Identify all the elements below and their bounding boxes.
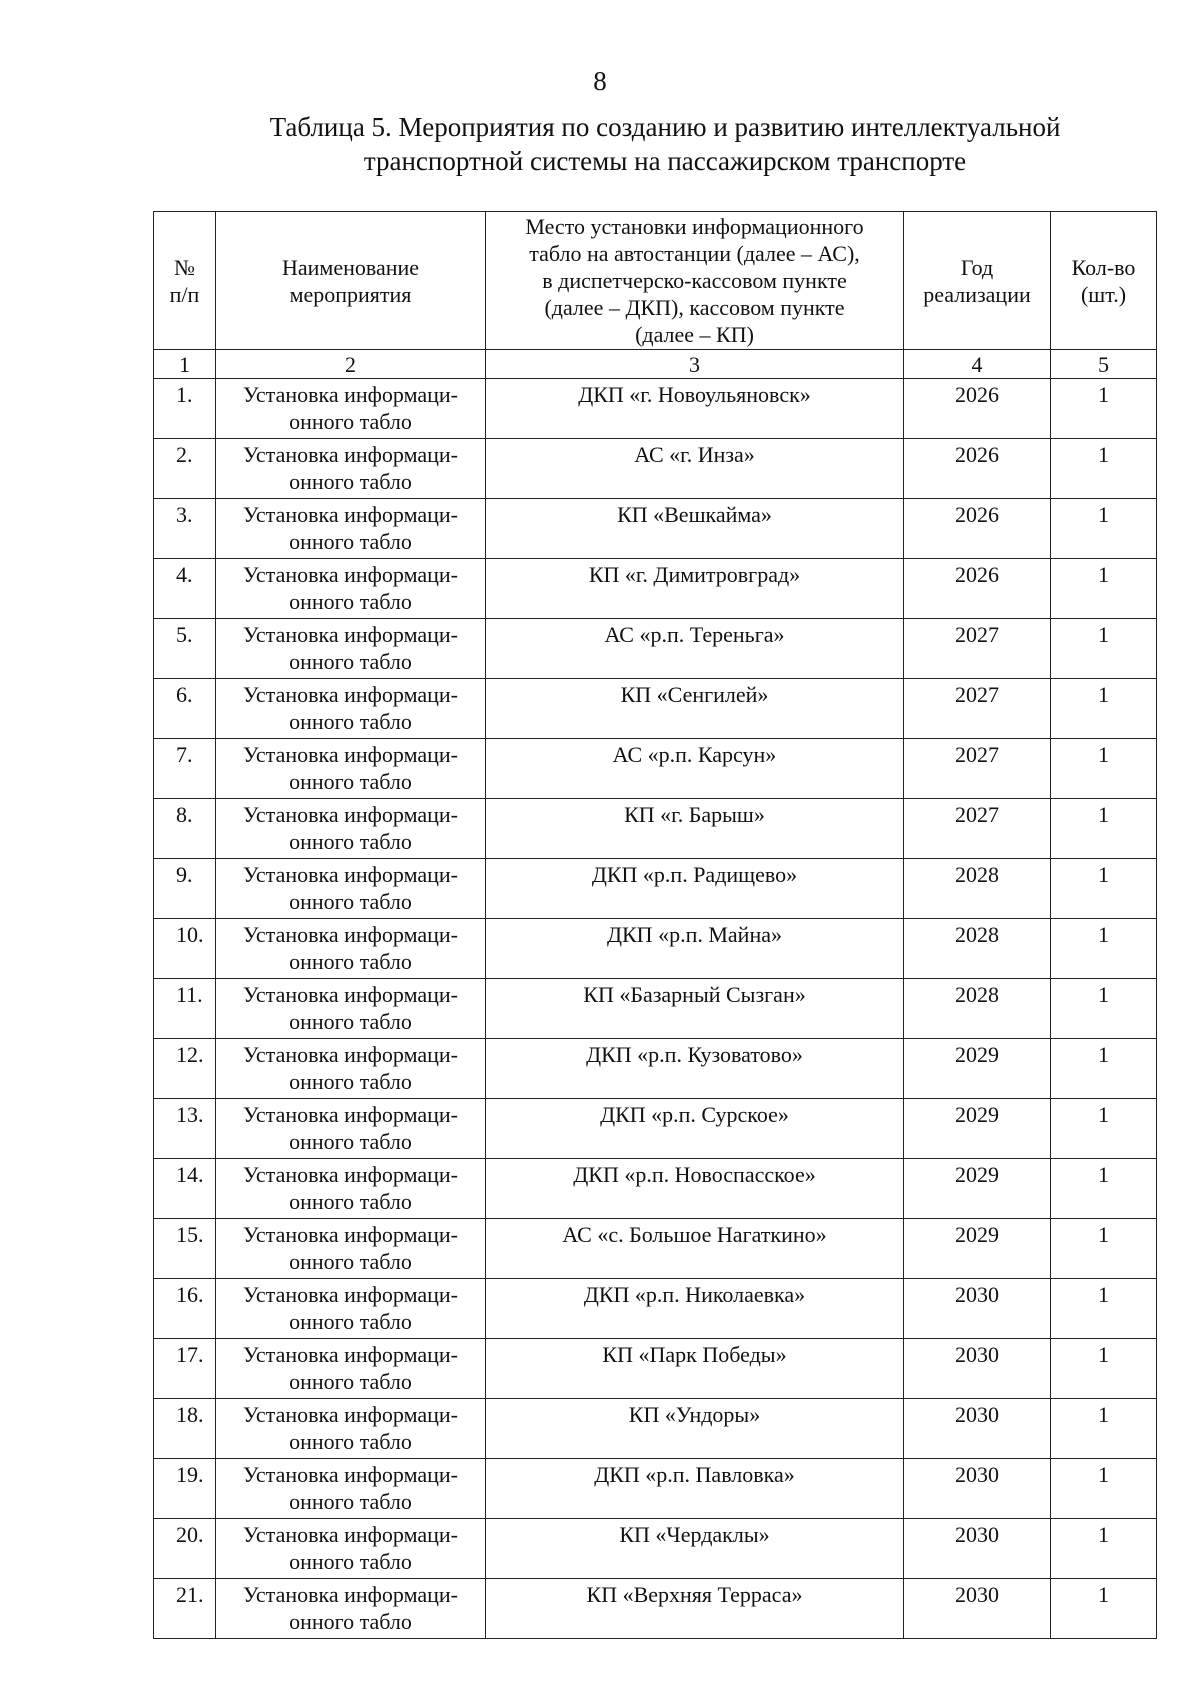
row-event-name-line-2: онного табло bbox=[289, 529, 412, 554]
row-qty: 1 bbox=[1051, 679, 1157, 739]
row-event-name bbox=[216, 1519, 486, 1579]
header-num bbox=[154, 212, 216, 350]
row-number: 1. bbox=[154, 379, 216, 439]
header-num-line-1: № bbox=[174, 254, 195, 280]
row-year: 2030 bbox=[904, 1459, 1051, 1519]
row-event-name-line-2: онного табло bbox=[289, 1009, 412, 1034]
table-row bbox=[154, 1579, 1157, 1639]
row-qty: 1 bbox=[1051, 1339, 1157, 1399]
row-place: ДКП «р.п. Радищево» bbox=[486, 859, 904, 919]
row-place: ДКП «г. Новоульяновск» bbox=[486, 379, 904, 439]
caption-line-1: Таблица 5. Мероприятия по созданию и развитию интеллектуальной bbox=[269, 112, 1061, 142]
row-year: 2028 bbox=[904, 919, 1051, 979]
table-row bbox=[154, 799, 1157, 859]
row-year: 2028 bbox=[904, 859, 1051, 919]
table-row bbox=[154, 1219, 1157, 1279]
header-year bbox=[904, 212, 1051, 350]
header-qty bbox=[1051, 212, 1157, 350]
table-row bbox=[154, 1519, 1157, 1579]
table-header-row bbox=[154, 212, 1157, 350]
row-place: КП «Ундоры» bbox=[486, 1399, 904, 1459]
row-event-name bbox=[216, 379, 486, 439]
row-event-name-line-1: Установка информаци- bbox=[242, 1102, 458, 1127]
row-event-name-line-2: онного табло bbox=[289, 1129, 412, 1154]
row-event-name bbox=[216, 439, 486, 499]
row-event-name bbox=[216, 1219, 486, 1279]
row-qty: 1 bbox=[1051, 1099, 1157, 1159]
row-qty: 1 bbox=[1051, 1399, 1157, 1459]
row-number: 15. bbox=[154, 1219, 216, 1279]
header-qty-line-2: (шт.) bbox=[1080, 281, 1127, 307]
table-row bbox=[154, 439, 1157, 499]
row-event-name bbox=[216, 1159, 486, 1219]
row-place: КП «Чердаклы» bbox=[486, 1519, 904, 1579]
row-year: 2030 bbox=[904, 1519, 1051, 1579]
row-event-name-line-1: Установка информаци- bbox=[242, 1162, 458, 1187]
header-place-line: Место установки информационного bbox=[525, 214, 864, 239]
row-place: АС «р.п. Карсун» bbox=[486, 739, 904, 799]
row-place: КП «Вешкайма» bbox=[486, 499, 904, 559]
row-number: 18. bbox=[154, 1399, 216, 1459]
row-number: 10. bbox=[154, 919, 216, 979]
row-event-name-line-1: Установка информаци- bbox=[242, 862, 458, 887]
table-row bbox=[154, 499, 1157, 559]
row-event-name-line-1: Установка информаци- bbox=[242, 442, 458, 467]
row-qty: 1 bbox=[1051, 919, 1157, 979]
table-body bbox=[154, 379, 1157, 1639]
row-event-name-line-1: Установка информаци- bbox=[242, 1282, 458, 1307]
row-event-name-line-2: онного табло bbox=[289, 769, 412, 794]
header-place-line: (далее – ДКП), кассовом пункте bbox=[544, 295, 845, 320]
header-qty-line-1: Кол-во bbox=[1071, 254, 1136, 280]
row-number: 7. bbox=[154, 739, 216, 799]
row-number: 3. bbox=[154, 499, 216, 559]
table-row bbox=[154, 379, 1157, 439]
row-event-name-line-1: Установка информаци- bbox=[242, 622, 458, 647]
row-number: 21. bbox=[154, 1579, 216, 1639]
table-row bbox=[154, 1099, 1157, 1159]
header-place-line: табло на автостанции (далее – АС), bbox=[529, 241, 860, 266]
row-number: 14. bbox=[154, 1159, 216, 1219]
row-qty: 1 bbox=[1051, 1579, 1157, 1639]
table-row bbox=[154, 1039, 1157, 1099]
row-event-name-line-2: онного табло bbox=[289, 1309, 412, 1334]
row-place: ДКП «р.п. Сурское» bbox=[486, 1099, 904, 1159]
row-place: КП «Парк Победы» bbox=[486, 1339, 904, 1399]
row-year: 2027 bbox=[904, 739, 1051, 799]
column-number: 5 bbox=[1051, 350, 1157, 379]
row-qty: 1 bbox=[1051, 1159, 1157, 1219]
row-event-name-line-2: онного табло bbox=[289, 949, 412, 974]
header-year-line-2: реализации bbox=[923, 281, 1031, 307]
page-number: 8 bbox=[593, 66, 607, 96]
row-qty: 1 bbox=[1051, 1219, 1157, 1279]
row-qty: 1 bbox=[1051, 799, 1157, 859]
row-event-name-line-1: Установка информаци- bbox=[242, 682, 458, 707]
table-row bbox=[154, 739, 1157, 799]
row-place: ДКП «р.п. Новоспасское» bbox=[486, 1159, 904, 1219]
row-event-name bbox=[216, 1039, 486, 1099]
row-event-name-line-2: онного табло bbox=[289, 409, 412, 434]
header-place bbox=[486, 212, 904, 350]
row-event-name-line-1: Установка информаци- bbox=[242, 502, 458, 527]
row-event-name bbox=[216, 559, 486, 619]
row-event-name-line-2: онного табло bbox=[289, 1549, 412, 1574]
row-event-name-line-2: онного табло bbox=[289, 1489, 412, 1514]
row-event-name-line-2: онного табло bbox=[289, 1189, 412, 1214]
row-event-name-line-1: Установка информаци- bbox=[242, 1582, 458, 1607]
row-number: 9. bbox=[154, 859, 216, 919]
row-qty: 1 bbox=[1051, 1519, 1157, 1579]
header-year-line-1: Год bbox=[960, 254, 994, 280]
row-event-name-line-1: Установка информаци- bbox=[242, 1462, 458, 1487]
row-event-name-line-1: Установка информаци- bbox=[242, 1342, 458, 1367]
header-place-line: (далее – КП) bbox=[635, 322, 754, 347]
row-year: 2030 bbox=[904, 1279, 1051, 1339]
row-event-name bbox=[216, 859, 486, 919]
events-table bbox=[153, 211, 1157, 1639]
row-qty: 1 bbox=[1051, 739, 1157, 799]
row-event-name-line-1: Установка информаци- bbox=[242, 742, 458, 767]
row-event-name-line-1: Установка информаци- bbox=[242, 1222, 458, 1247]
row-event-name-line-1: Установка информаци- bbox=[242, 802, 458, 827]
column-number-row bbox=[154, 350, 1157, 379]
row-number: 17. bbox=[154, 1339, 216, 1399]
row-place: АС «с. Большое Нагаткино» bbox=[486, 1219, 904, 1279]
row-event-name bbox=[216, 1339, 486, 1399]
row-event-name-line-2: онного табло bbox=[289, 889, 412, 914]
row-event-name-line-1: Установка информаци- bbox=[242, 922, 458, 947]
row-event-name-line-2: онного табло bbox=[289, 1369, 412, 1394]
row-qty: 1 bbox=[1051, 1459, 1157, 1519]
row-event-name-line-2: онного табло bbox=[289, 589, 412, 614]
row-qty: 1 bbox=[1051, 439, 1157, 499]
row-event-name-line-1: Установка информаци- bbox=[242, 1042, 458, 1067]
row-year: 2027 bbox=[904, 679, 1051, 739]
table-caption bbox=[150, 110, 1180, 178]
row-event-name bbox=[216, 1399, 486, 1459]
table-row bbox=[154, 559, 1157, 619]
row-number: 4. bbox=[154, 559, 216, 619]
row-event-name bbox=[216, 919, 486, 979]
header-name bbox=[216, 212, 486, 350]
row-event-name-line-1: Установка информаци- bbox=[242, 1522, 458, 1547]
row-number: 6. bbox=[154, 679, 216, 739]
row-year: 2028 bbox=[904, 979, 1051, 1039]
table-row bbox=[154, 859, 1157, 919]
row-event-name bbox=[216, 739, 486, 799]
row-year: 2030 bbox=[904, 1399, 1051, 1459]
row-place: КП «Верхняя Терраса» bbox=[486, 1579, 904, 1639]
table-row bbox=[154, 1159, 1157, 1219]
caption-line-2: транспортной системы на пассажирском транспорте bbox=[363, 146, 967, 176]
row-number: 20. bbox=[154, 1519, 216, 1579]
column-number: 4 bbox=[904, 350, 1051, 379]
table-row bbox=[154, 919, 1157, 979]
row-event-name bbox=[216, 499, 486, 559]
row-place: КП «Сенгилей» bbox=[486, 679, 904, 739]
header-place-line: в диспетчерско-кассовом пункте bbox=[542, 268, 847, 293]
row-event-name-line-1: Установка информаци- bbox=[242, 382, 458, 407]
row-year: 2026 bbox=[904, 379, 1051, 439]
row-place: ДКП «р.п. Майна» bbox=[486, 919, 904, 979]
row-event-name bbox=[216, 619, 486, 679]
row-event-name-line-1: Установка информаци- bbox=[242, 982, 458, 1007]
row-event-name bbox=[216, 799, 486, 859]
row-year: 2027 bbox=[904, 799, 1051, 859]
row-event-name-line-2: онного табло bbox=[289, 829, 412, 854]
row-event-name-line-2: онного табло bbox=[289, 1249, 412, 1274]
table-row bbox=[154, 1339, 1157, 1399]
row-year: 2026 bbox=[904, 439, 1051, 499]
row-year: 2029 bbox=[904, 1039, 1051, 1099]
row-event-name-line-2: онного табло bbox=[289, 1609, 412, 1634]
row-event-name-line-1: Установка информаци- bbox=[242, 1402, 458, 1427]
row-event-name-line-2: онного табло bbox=[289, 1429, 412, 1454]
table-row bbox=[154, 619, 1157, 679]
row-event-name bbox=[216, 979, 486, 1039]
table-row bbox=[154, 1279, 1157, 1339]
row-year: 2029 bbox=[904, 1219, 1051, 1279]
row-event-name-line-1: Установка информаци- bbox=[242, 562, 458, 587]
row-number: 16. bbox=[154, 1279, 216, 1339]
row-number: 8. bbox=[154, 799, 216, 859]
row-event-name bbox=[216, 1579, 486, 1639]
row-place: ДКП «р.п. Николаевка» bbox=[486, 1279, 904, 1339]
row-place: ДКП «р.п. Павловка» bbox=[486, 1459, 904, 1519]
row-place: ДКП «р.п. Кузоватово» bbox=[486, 1039, 904, 1099]
row-year: 2026 bbox=[904, 559, 1051, 619]
row-number: 5. bbox=[154, 619, 216, 679]
row-event-name-line-2: онного табло bbox=[289, 1069, 412, 1094]
row-event-name bbox=[216, 679, 486, 739]
row-event-name-line-2: онного табло bbox=[289, 709, 412, 734]
table-row bbox=[154, 1399, 1157, 1459]
row-event-name-line-2: онного табло bbox=[289, 649, 412, 674]
row-place: АС «р.п. Тереньга» bbox=[486, 619, 904, 679]
row-event-name-line-2: онного табло bbox=[289, 469, 412, 494]
row-qty: 1 bbox=[1051, 1279, 1157, 1339]
row-qty: 1 bbox=[1051, 379, 1157, 439]
row-number: 11. bbox=[154, 979, 216, 1039]
header-name-line-2: мероприятия bbox=[289, 281, 412, 307]
table-row bbox=[154, 679, 1157, 739]
row-year: 2029 bbox=[904, 1099, 1051, 1159]
row-number: 12. bbox=[154, 1039, 216, 1099]
row-place: КП «Базарный Сызган» bbox=[486, 979, 904, 1039]
row-qty: 1 bbox=[1051, 499, 1157, 559]
row-year: 2030 bbox=[904, 1339, 1051, 1399]
table-row bbox=[154, 1459, 1157, 1519]
row-event-name bbox=[216, 1459, 486, 1519]
row-year: 2029 bbox=[904, 1159, 1051, 1219]
row-event-name bbox=[216, 1099, 486, 1159]
row-year: 2030 bbox=[904, 1579, 1051, 1639]
row-place: АС «г. Инза» bbox=[486, 439, 904, 499]
row-number: 2. bbox=[154, 439, 216, 499]
row-year: 2027 bbox=[904, 619, 1051, 679]
row-number: 19. bbox=[154, 1459, 216, 1519]
table-row bbox=[154, 979, 1157, 1039]
row-qty: 1 bbox=[1051, 559, 1157, 619]
row-qty: 1 bbox=[1051, 619, 1157, 679]
row-year: 2026 bbox=[904, 499, 1051, 559]
row-number: 13. bbox=[154, 1099, 216, 1159]
column-number: 3 bbox=[486, 350, 904, 379]
row-place: КП «г. Димитровград» bbox=[486, 559, 904, 619]
row-event-name bbox=[216, 1279, 486, 1339]
column-number: 2 bbox=[216, 350, 486, 379]
header-num-line-2: п/п bbox=[169, 281, 200, 307]
row-qty: 1 bbox=[1051, 1039, 1157, 1099]
row-qty: 1 bbox=[1051, 979, 1157, 1039]
row-place: КП «г. Барыш» bbox=[486, 799, 904, 859]
header-name-line-1: Наименование bbox=[281, 254, 420, 280]
column-number: 1 bbox=[154, 350, 216, 379]
row-qty: 1 bbox=[1051, 859, 1157, 919]
